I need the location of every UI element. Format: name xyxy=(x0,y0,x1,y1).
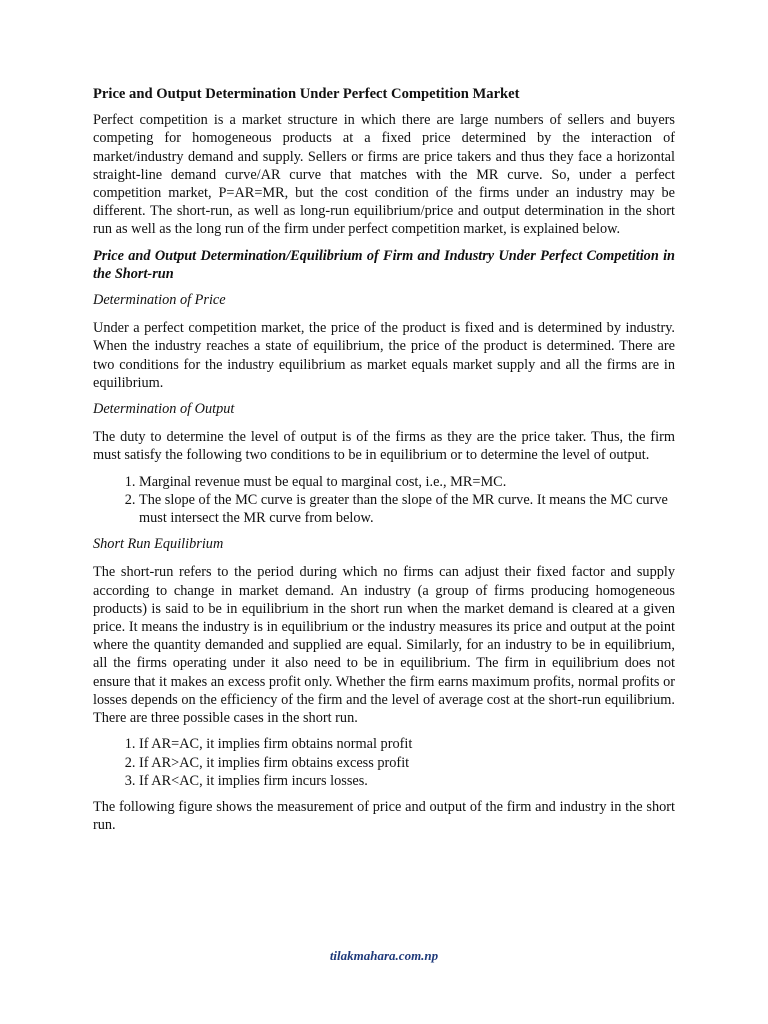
intro-paragraph: Perfect competition is a market structure in which there are large numbers of sellers and buyers competing for homogeneous products at a fixed price determined by the interaction of market/industry demand and supply. Sellers or firms are price takers and thus they face a horizontal straight-line demand curve/AR curve that matches with the MR curve. So, under a perfect competition market, P=AR=MR, but the cost condition of the firms under an industry may be different. The short-run, as well as long-run equilibrium/price and output determination in the short run as well as the long run of the firm under perfect competition market, is explained below. xyxy=(93,112,675,238)
short-run-paragraph: The short-run refers to the period during which no firms can adjust their fixed factor and supply according to change in market demand. An industry (a group of firms producing homogeneous products) is said to be in equilibrium in the short run when the market demand is cleared at a given price. It means the industry is in equilibrium or the industry measures its price and output at the point where the quantity demanded and supplied are equal. Similarly, for an industry to be in equilibrium, all the firms operating under it also need to be in equilibrium. The firm in equilibrium does not ensure that it makes an excess profit only. Whether the firm earns maximum profits, normal profits or losses depends on the efficiency of the firm and the level of average cost at the short-run equilibrium. There are three possible cases in the short run. xyxy=(93,564,675,727)
document-body xyxy=(93,85,675,842)
list-item: 1. Marginal revenue must be equal to marginal cost, i.e., MR=MC. xyxy=(139,473,675,491)
price-heading: Determination of Price xyxy=(93,292,226,309)
closing-paragraph: The following figure shows the measurement of price and output of the firm and industry in the short run. xyxy=(93,798,675,834)
list-item: 2. If AR>AC, it implies firm obtains excess profit xyxy=(139,754,675,772)
output-paragraph: The duty to determine the level of output is of the firms as they are the price taker. Thus, the firm must satisfy the following two conditions to be in equilibrium or to determine the level of output. xyxy=(93,429,675,464)
footer-site-link[interactable]: tilakmahara.com.np xyxy=(329,948,439,963)
list-item: 1. If AR=AC, it implies firm obtains normal profit xyxy=(139,735,675,753)
section-heading: Price and Output Determination/Equilibrium of Firm and Industry Under Perfect Competition in the Short-run xyxy=(93,247,675,282)
short-run-heading: Short Run Equilibrium xyxy=(93,536,224,553)
output-heading: Determination of Output xyxy=(93,401,235,418)
document-title: Price and Output Determination Under Perfect Competition Market xyxy=(93,86,520,102)
price-paragraph: Under a perfect competition market, the price of the product is fixed and is determined by industry. When the industry reaches a state of equilibrium, the price of the product is determined. There are two conditions for the industry equilibrium as market equals market supply and all the firms are in equilibrium. xyxy=(93,320,675,391)
output-conditions-list xyxy=(93,473,675,528)
list-item: 3. If AR<AC, it implies firm incurs losses. xyxy=(139,772,675,790)
short-run-cases-list xyxy=(93,735,675,790)
list-item: 2. The slope of the MC curve is greater than the slope of the MR curve. It means the MC curve must intersect the MR curve from below. xyxy=(139,491,675,527)
